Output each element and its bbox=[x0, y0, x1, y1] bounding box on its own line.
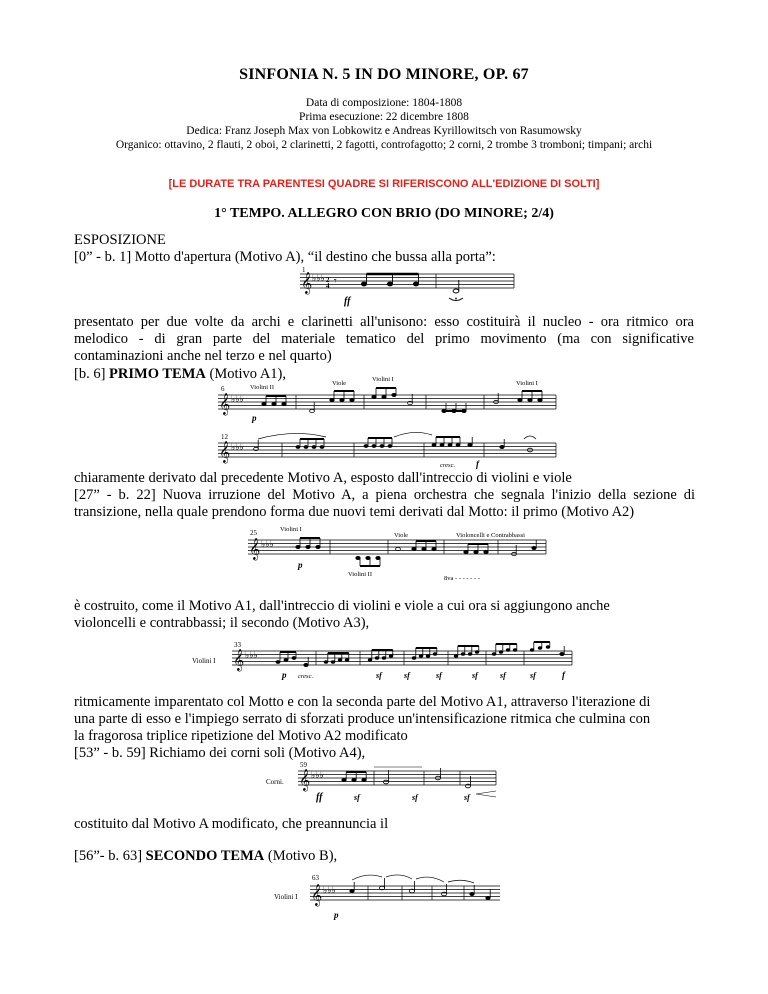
instrument-label: Violini II bbox=[348, 571, 372, 578]
paragraph-transition: [27” - b. 22] Nuova irruzione del Motivo A, a piena orchestra che segnala l'inizio della sezione di transizione, nella quale prendono forma due nuovi temi derivati dal Motto: il primo (Motivo A2) bbox=[74, 487, 695, 521]
movement-heading: 1° TEMPO. ALLEGRO CON BRIO (DO MINORE; 2/4) bbox=[214, 206, 554, 221]
dedication: Dedica: Franz Joseph Max von Lobkowitz e Andreas Kyrillowitsch von Rasumowsky bbox=[186, 125, 582, 137]
paragraph-secondo-tema: [56”- b. 63] SECONDO TEMA (Motivo B), bbox=[74, 848, 338, 864]
key-flats-icon: ♭♭♭ bbox=[323, 885, 336, 895]
score-motivo-a bbox=[296, 262, 518, 308]
dynamic-marking: p bbox=[282, 670, 287, 680]
paragraph-a2-line2: violoncelli e contrabbassi; il secondo (Motivo A3), bbox=[74, 615, 370, 631]
dynamic-marking: cresc. bbox=[298, 673, 314, 680]
treble-clef-icon: 𝄞 bbox=[311, 885, 323, 906]
svg-text:4: 4 bbox=[326, 282, 330, 290]
bar-number: 1 bbox=[302, 266, 306, 274]
dynamic-marking: sf bbox=[530, 671, 536, 680]
score-motivo-a4 bbox=[264, 758, 500, 804]
dynamic-marking: sf bbox=[464, 793, 470, 802]
paragraph-motto-description: presentato per due volte da archi e clarinetti all'unisono: esso costituirà il nucleo - ora ritmico ora melodico - di gran parte del materiale tematico del primo movimento (ma con significative contaminazioni anche nel terzo e nel quarto) bbox=[74, 314, 694, 365]
composition-date: Data di composizione: 1804-1808 bbox=[305, 97, 463, 109]
bar-number: 63 bbox=[312, 874, 319, 882]
key-flats-icon: ♭♭♭ bbox=[231, 442, 244, 452]
instrument-label: Viole bbox=[394, 532, 409, 539]
paragraph-a3-line3: la fragorosa triplice ripetizione del Motivo A2 modificato bbox=[74, 728, 408, 744]
dynamic-marking: sf bbox=[354, 793, 360, 802]
paragraph-primo-tema-description: chiaramente derivato dal precedente Motivo A, esposto dall'intreccio di violini e viole bbox=[74, 470, 572, 486]
paragraph-a2-line1: è costruito, come il Motivo A1, dall'intreccio di violini e viole a cui ora si aggiungono anche bbox=[74, 598, 610, 614]
instrument-label: Violini I bbox=[280, 526, 302, 533]
durations-note: [LE DURATE TRA PARENTESI QUADRE SI RIFERISCONO ALL'EDIZIONE DI SOLTI] bbox=[168, 178, 600, 190]
dynamic-marking: sf bbox=[412, 793, 418, 802]
dynamic-marking: ff bbox=[316, 792, 323, 803]
dynamic-marking: ff bbox=[344, 296, 351, 307]
bar-number: 6 bbox=[221, 385, 225, 393]
page-title: SINFONIA N. 5 IN DO MINORE, OP. 67 bbox=[239, 66, 529, 83]
treble-clef-icon: 𝄞 bbox=[219, 442, 231, 463]
dynamic-marking: p bbox=[334, 910, 339, 920]
section-heading-esposizione: ESPOSIZIONE bbox=[74, 232, 166, 248]
paragraph-motto: [0” - b. 1] Motto d'apertura (Motivo A), “il destino che bussa alla porta”: bbox=[74, 249, 496, 265]
score-motivo-a2 bbox=[244, 522, 552, 586]
paragraph-a3-line2: una parte di esso e l'impiego serrato di sforzati produce un'intensificazione ritmica che culmina con bbox=[74, 711, 651, 727]
instrument-label: Viole bbox=[332, 380, 347, 387]
bar-number: 59 bbox=[300, 761, 307, 769]
instrument-label: Violoncelli e Contrabbassi bbox=[456, 532, 525, 539]
key-flats-icon: ♭♭♭ bbox=[245, 650, 258, 660]
score-motivo-a3 bbox=[190, 638, 580, 684]
orchestra-list: Organico: ottavino, 2 flauti, 2 oboi, 2 clarinetti, 2 fagotti, controfagotto; 2 corni, 2 trombe 3 tromboni; timpani; archi bbox=[115, 139, 653, 151]
treble-clef-icon: 𝄞 bbox=[299, 770, 311, 791]
dynamic-marking: sf bbox=[436, 671, 442, 680]
bar-number: 33 bbox=[234, 641, 241, 649]
instrument-label: Violini I bbox=[372, 376, 394, 383]
dynamic-marking: sf bbox=[500, 671, 506, 680]
secondo-tema-label: SECONDO TEMA bbox=[145, 848, 265, 864]
instrument-label: Violini II bbox=[250, 384, 274, 391]
dynamic-marking: sf bbox=[404, 671, 410, 680]
dynamic-marking: p bbox=[252, 413, 257, 423]
ottava-marking: 8va - - - - - - - bbox=[444, 575, 480, 582]
dynamic-marking: f bbox=[562, 670, 565, 680]
key-flats-icon: ♭♭♭ bbox=[312, 273, 325, 283]
instrument-label: Corni. bbox=[266, 778, 284, 786]
key-flats-icon: ♭♭♭ bbox=[311, 770, 324, 780]
instrument-label: Violini I bbox=[192, 657, 216, 665]
treble-clef-icon: 𝄞 bbox=[301, 273, 313, 294]
dynamic-marking: sf bbox=[376, 671, 382, 680]
score-motivo-b bbox=[272, 872, 504, 924]
paragraph-a3-line1: ritmicamente imparentato col Motto e con la seconda parte del Motivo A1, attraverso l'iterazione di bbox=[74, 694, 651, 710]
dynamic-marking: cresc. bbox=[440, 462, 456, 469]
dynamic-marking: f bbox=[476, 459, 479, 469]
key-flats-icon: ♭♭♭ bbox=[231, 394, 244, 404]
paragraph-corni: [53” - b. 59] Richiamo dei corni soli (Motivo A4), bbox=[74, 745, 366, 761]
treble-clef-icon: 𝄞 bbox=[219, 394, 231, 415]
key-flats-icon: ♭♭♭ bbox=[261, 539, 274, 549]
bar-number: 12 bbox=[221, 433, 228, 441]
instrument-label: Violini I bbox=[516, 380, 538, 387]
dynamic-marking: p bbox=[298, 560, 303, 570]
treble-clef-icon: 𝄞 bbox=[233, 650, 245, 671]
instrument-label: Violini I bbox=[274, 893, 298, 901]
primo-tema-label: PRIMO TEMA bbox=[109, 366, 206, 382]
dynamic-marking: sf bbox=[472, 671, 478, 680]
bar-number: 25 bbox=[250, 529, 257, 537]
score-motivo-a1 bbox=[214, 373, 562, 473]
paragraph-a4-description: costituito dal Motivo A modificato, che preannuncia il bbox=[74, 816, 389, 832]
treble-clef-icon: 𝄞 bbox=[249, 539, 261, 560]
paragraph-primo-tema: [b. 6] PRIMO TEMA (Motivo A1), bbox=[74, 366, 287, 382]
rest-icon: 𝄾 bbox=[334, 276, 337, 287]
time-signature-icon: 2 bbox=[326, 276, 330, 284]
premiere-date: Prima esecuzione: 22 dicembre 1808 bbox=[299, 111, 469, 123]
